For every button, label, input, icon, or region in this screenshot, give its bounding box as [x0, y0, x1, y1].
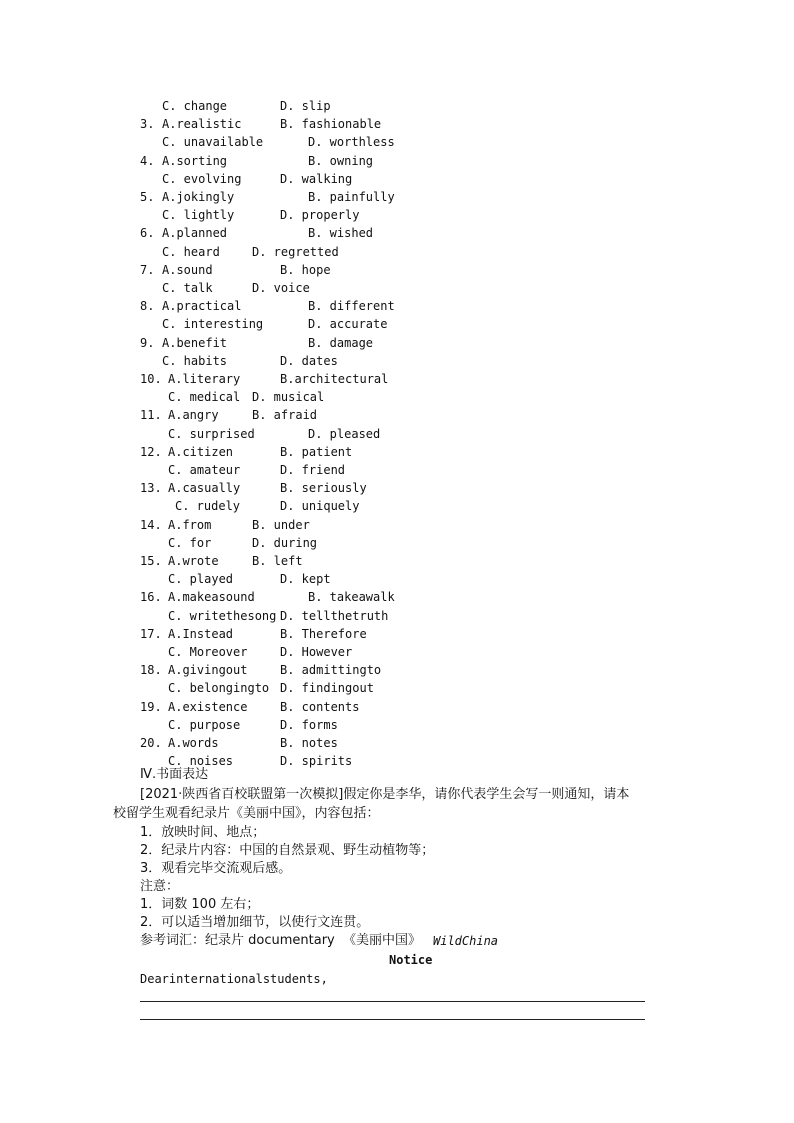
- option-d: D. properly: [280, 208, 360, 223]
- option-c: C. unavailable: [162, 135, 264, 150]
- option-d: D. kept: [280, 572, 331, 587]
- option-d: D. uniquely: [280, 499, 360, 514]
- prompt-text: 校留学生观看纪录片《美丽中国》，内容包括：: [113, 806, 380, 821]
- option-a: A.words: [168, 736, 219, 750]
- option-c: C. amateur: [168, 463, 241, 477]
- option-c: C. habits: [162, 353, 228, 368]
- option-d: D. dates: [280, 353, 338, 368]
- option-b: B. painfully: [308, 190, 395, 204]
- option-a: A.givingout: [168, 663, 248, 678]
- option-c: C. purpose: [168, 717, 241, 732]
- option-d: D. forms: [280, 717, 338, 732]
- question-number: 18.: [140, 663, 162, 678]
- option-a: A.citizen: [168, 444, 234, 459]
- question-number: 10.: [140, 372, 162, 386]
- greeting: Dearinternationalstudents,: [140, 972, 328, 986]
- option-a: A.benefit: [162, 335, 228, 350]
- option-a: A.planned: [162, 226, 228, 241]
- question-number: 9.: [140, 335, 155, 350]
- answer-line[interactable]: [140, 1019, 645, 1020]
- option-c: C. interesting: [162, 317, 264, 332]
- option-b: B.architectural: [280, 372, 389, 386]
- requirement-item: 1．放映时间、地点；: [140, 825, 266, 840]
- option-b: B. damage: [308, 335, 374, 350]
- option-d: D. friend: [280, 463, 346, 477]
- option-b: B. Therefore: [280, 626, 367, 641]
- note-item: 1．词数 100 左右；: [140, 897, 260, 912]
- option-a: A.from: [168, 517, 212, 532]
- option-c: C. change: [162, 99, 228, 113]
- option-b: B. patient: [280, 444, 353, 459]
- notice-title: Notice: [389, 953, 433, 967]
- option-d: D. worthless: [308, 135, 395, 150]
- option-a: A.sorting: [162, 153, 228, 168]
- option-c: C. for: [168, 535, 212, 550]
- option-b: B. notes: [280, 736, 338, 750]
- option-c: C. belongingto: [168, 681, 270, 696]
- option-d: D. However: [280, 645, 353, 659]
- option-d: D. musical: [252, 390, 325, 405]
- option-a: A.existence: [168, 699, 248, 714]
- option-d: D. during: [252, 535, 318, 550]
- vocab-text: 参考词汇：纪录片 documentary 《美丽中国》: [140, 933, 421, 948]
- answer-line[interactable]: [140, 1001, 645, 1002]
- question-number: 7.: [140, 262, 155, 277]
- prompt-text: [2021·陕西省百校联盟第一次模拟]假定你是李华，请你代表学生会写一则通知，请本: [140, 787, 630, 802]
- option-b: B. left: [252, 554, 303, 568]
- option-b: B. fashionable: [280, 117, 382, 132]
- requirement-item: 3．观看完毕交流观后感。: [140, 861, 292, 876]
- option-b: B. hope: [280, 262, 331, 277]
- question-number: 11.: [140, 408, 162, 423]
- option-b: B. contents: [280, 699, 360, 714]
- requirement-item: 2．纪录片内容：中国的自然景观、野生动植物等；: [140, 843, 435, 858]
- question-number: 6.: [140, 226, 155, 241]
- option-a: A.Instead: [168, 626, 234, 641]
- option-d: D. accurate: [308, 317, 388, 332]
- option-b: B. owning: [308, 153, 374, 168]
- option-d: D. tellthetruth: [280, 608, 389, 623]
- option-b: B. different: [308, 299, 395, 314]
- option-c: C. evolving: [162, 171, 242, 186]
- question-number: 3.: [140, 117, 155, 132]
- option-d: D. voice: [252, 281, 310, 295]
- option-a: A.makeasound: [168, 590, 255, 605]
- option-c: C. medical: [168, 390, 241, 405]
- option-c: C. surprised: [168, 426, 255, 441]
- option-d: D. regretted: [252, 244, 339, 259]
- option-c: C. played: [168, 572, 234, 587]
- option-d: D. findingout: [280, 681, 374, 696]
- option-b: B. admittingto: [280, 663, 382, 678]
- question-number: 12.: [140, 444, 162, 459]
- question-number: 15.: [140, 554, 162, 568]
- question-number: 16.: [140, 590, 162, 605]
- option-c: C. talk: [162, 281, 213, 295]
- question-number: 5.: [140, 190, 155, 204]
- option-b: B. afraid: [252, 408, 318, 423]
- option-d: D. walking: [280, 171, 353, 186]
- section-heading: Ⅳ.书面表达: [140, 767, 209, 782]
- option-a: A.jokingly: [162, 190, 235, 204]
- question-number: 13.: [140, 481, 162, 496]
- question-number: 19.: [140, 699, 162, 714]
- option-b: B. wished: [308, 226, 374, 241]
- option-c: C. noises: [168, 754, 234, 769]
- option-c: C. Moreover: [168, 645, 248, 659]
- option-a: A.practical: [162, 299, 242, 314]
- option-c: C. rudely: [175, 499, 241, 514]
- option-c: C. lightly: [162, 208, 235, 223]
- option-b: B. under: [252, 517, 310, 532]
- option-c: C. writethesong: [168, 608, 277, 623]
- option-b: B. takeawalk: [308, 590, 395, 605]
- option-a: A.casually: [168, 481, 241, 496]
- question-number: 8.: [140, 299, 155, 314]
- option-d: D. slip: [280, 99, 331, 113]
- option-a: A.literary: [168, 372, 241, 386]
- option-d: D. pleased: [308, 426, 381, 441]
- option-a: A.sound: [162, 262, 213, 277]
- option-c: C. heard: [162, 244, 220, 259]
- question-number: 4.: [140, 153, 155, 168]
- note-label: 注意：: [140, 879, 180, 894]
- note-item: 2．可以适当增加细节，以使行文连贯。: [140, 915, 370, 930]
- vocab-title: WildChina: [433, 934, 499, 948]
- question-number: 14.: [140, 517, 162, 532]
- option-a: A.realistic: [162, 117, 242, 132]
- option-a: A.angry: [168, 408, 219, 423]
- option-b: B. seriously: [280, 481, 367, 496]
- option-a: A.wrote: [168, 554, 219, 568]
- question-number: 20.: [140, 736, 162, 750]
- question-number: 17.: [140, 626, 162, 641]
- option-d: D. spirits: [280, 754, 353, 769]
